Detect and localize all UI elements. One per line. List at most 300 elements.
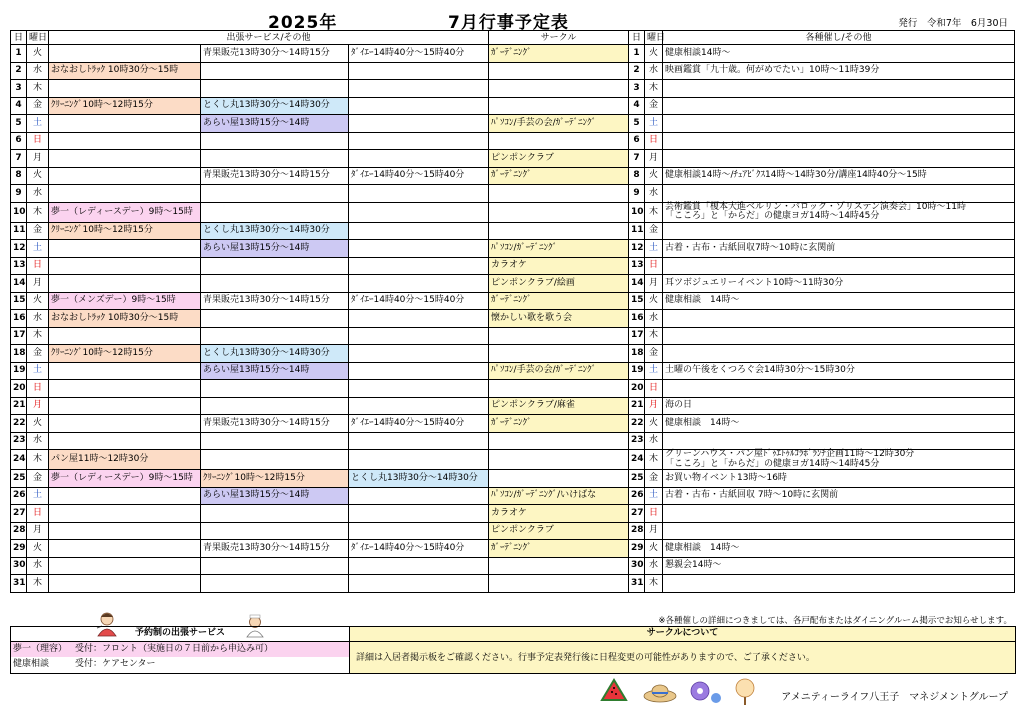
reservation-item-barber (11, 642, 349, 657)
service-cell-3 (349, 310, 489, 328)
event-day-number: 17 (629, 327, 645, 345)
event-cell (663, 80, 1015, 98)
service-cell-1 (49, 185, 201, 203)
events-note: ※各種催しの詳細につきましては、各戸配布またはダイニングルーム掲示でお知らせします。 (658, 616, 1012, 626)
day-number: 13 (11, 257, 27, 275)
service-cell-1 (49, 415, 201, 433)
circle-cell (489, 575, 629, 593)
reservation-detail: 受付：フロント（実施日の７日前から申込み可） (75, 644, 274, 654)
day-number: 14 (11, 275, 27, 293)
event-cell: 耳ツボジュエリーイベント10時～11時30分 (663, 275, 1015, 293)
circle-cell (489, 432, 629, 450)
service-cell-2 (201, 150, 349, 168)
circle-cell: ｶﾞｰﾃﾞﾆﾝｸﾞ (489, 415, 629, 433)
event-cell: 土曜の午後をくつろぐ会14時30分～15時30分 (663, 362, 1015, 380)
event-cell: 健康相談14時～ (663, 45, 1015, 63)
service-cell-1 (49, 397, 201, 415)
service-cell-2 (201, 575, 349, 593)
event-weekday-cell: 土 (645, 240, 663, 258)
weekday-cell: 日 (27, 132, 49, 150)
event-cell (663, 575, 1015, 593)
table-row (11, 470, 1015, 488)
service-cell-3 (349, 185, 489, 203)
service-cell-1 (49, 167, 201, 185)
event-day-number: 5 (629, 115, 645, 133)
service-cell-1: 夢一（レディースデー）9時～15時 (49, 470, 201, 488)
event-day-number: 31 (629, 575, 645, 593)
circle-cell (489, 327, 629, 345)
table-row (11, 97, 1015, 115)
event-weekday-cell: 火 (645, 415, 663, 433)
table-row (11, 132, 1015, 150)
weekday-cell: 月 (27, 397, 49, 415)
event-weekday-cell: 金 (645, 345, 663, 363)
weekday-cell: 水 (27, 432, 49, 450)
day-number: 10 (11, 202, 27, 222)
weekday-cell: 金 (27, 222, 49, 240)
event-day-number: 21 (629, 397, 645, 415)
event-cell (663, 380, 1015, 398)
event-day-number: 3 (629, 80, 645, 98)
weekday-cell: 木 (27, 575, 49, 593)
circle-cell: ｶﾞｰﾃﾞﾆﾝｸﾞ (489, 167, 629, 185)
event-weekday-cell: 木 (645, 327, 663, 345)
service-cell-2 (201, 62, 349, 80)
table-row (11, 487, 1015, 505)
event-weekday-cell: 日 (645, 505, 663, 523)
header-services: 出張サービス/その他 (49, 31, 489, 45)
circle-cell (489, 202, 629, 222)
service-cell-2: とくし丸13時30分～14時30分 (201, 97, 349, 115)
event-weekday-cell: 木 (645, 202, 663, 222)
service-cell-3 (349, 132, 489, 150)
event-day-number: 22 (629, 415, 645, 433)
service-cell-1: おなおしﾄﾗｯｸ 10時30分～15時 (49, 310, 201, 328)
reservation-name: 夢一（理容） (13, 644, 68, 654)
circle-cell: ピンポンクラブ/絵画 (489, 275, 629, 293)
event-weekday-cell: 木 (645, 450, 663, 470)
event-weekday-cell: 金 (645, 97, 663, 115)
day-number: 31 (11, 575, 27, 593)
circle-cell (489, 132, 629, 150)
circle-cell: ｶﾞｰﾃﾞﾆﾝｸﾞ (489, 540, 629, 558)
event-day-number: 20 (629, 380, 645, 398)
day-number: 25 (11, 470, 27, 488)
service-cell-1 (49, 432, 201, 450)
event-weekday-cell: 日 (645, 257, 663, 275)
service-cell-3 (349, 432, 489, 450)
service-cell-3 (349, 487, 489, 505)
event-cell: 懇親会14時～ (663, 557, 1015, 575)
service-cell-2: あらい屋13時15分～14時 (201, 362, 349, 380)
event-day-number: 13 (629, 257, 645, 275)
table-row (11, 397, 1015, 415)
table-row (11, 275, 1015, 293)
service-cell-2 (201, 310, 349, 328)
event-cell (663, 505, 1015, 523)
service-cell-3 (349, 575, 489, 593)
circle-cell (489, 62, 629, 80)
straw-hat-icon (644, 685, 676, 702)
weekday-cell: 木 (27, 80, 49, 98)
event-day-number: 15 (629, 292, 645, 310)
service-cell-3 (349, 115, 489, 133)
service-cell-2 (201, 202, 349, 222)
event-day-number: 6 (629, 132, 645, 150)
service-cell-2: とくし丸13時30分～14時30分 (201, 345, 349, 363)
circle-cell (489, 557, 629, 575)
service-cell-1 (49, 575, 201, 593)
event-cell (663, 132, 1015, 150)
service-cell-2 (201, 522, 349, 540)
reservation-name: 健康相談 (13, 659, 50, 669)
event-day-number: 7 (629, 150, 645, 168)
weekday-cell: 金 (27, 345, 49, 363)
event-cell (663, 222, 1015, 240)
circle-cell: ｶﾞｰﾃﾞﾆﾝｸﾞ (489, 45, 629, 63)
weekday-cell: 火 (27, 45, 49, 63)
issue-date: 発行 令和7年 6月30日 (898, 18, 1008, 29)
service-cell-1 (49, 257, 201, 275)
table-row (11, 202, 1015, 222)
service-cell-3 (349, 275, 489, 293)
event-day-number: 1 (629, 45, 645, 63)
service-cell-1 (49, 522, 201, 540)
service-cell-2 (201, 397, 349, 415)
day-number: 17 (11, 327, 27, 345)
event-cell (663, 522, 1015, 540)
event-weekday-cell: 火 (645, 540, 663, 558)
service-cell-3 (349, 557, 489, 575)
service-cell-1 (49, 240, 201, 258)
service-cell-3: ﾀﾞｲｴｰ14時40分～15時40分 (349, 45, 489, 63)
weekday-cell: 水 (27, 62, 49, 80)
table-row (11, 505, 1015, 523)
event-day-number: 11 (629, 222, 645, 240)
event-day-number: 26 (629, 487, 645, 505)
weekday-cell: 日 (27, 505, 49, 523)
service-cell-1: おなおしﾄﾗｯｸ 10時30分～15時 (49, 62, 201, 80)
schedule-body (11, 45, 1015, 593)
weekday-cell: 土 (27, 115, 49, 133)
service-cell-2: 青果販売13時30分～14時15分 (201, 415, 349, 433)
service-cell-3 (349, 257, 489, 275)
day-number: 26 (11, 487, 27, 505)
circle-cell: ﾊﾟｿｺﾝ/手芸の会/ｶﾞｰﾃﾞﾆﾝｸﾞ (489, 115, 629, 133)
table-row (11, 185, 1015, 203)
event-weekday-cell: 土 (645, 115, 663, 133)
header-day-2: 日 (629, 31, 645, 45)
event-cell (663, 432, 1015, 450)
weekday-cell: 月 (27, 150, 49, 168)
day-number: 28 (11, 522, 27, 540)
event-weekday-cell: 水 (645, 62, 663, 80)
weekday-cell: 金 (27, 470, 49, 488)
header-circle: サークル (489, 31, 629, 45)
day-number: 27 (11, 505, 27, 523)
event-cell: 健康相談 14時～ (663, 415, 1015, 433)
service-cell-2: あらい屋13時15分～14時 (201, 240, 349, 258)
event-cell: 健康相談 14時～ (663, 292, 1015, 310)
event-cell: 映画鑑賞「九十歳。何がめでたい」10時～11時39分 (663, 62, 1015, 80)
weekday-cell: 火 (27, 540, 49, 558)
day-number: 4 (11, 97, 27, 115)
weekday-cell: 木 (27, 327, 49, 345)
event-day-number: 14 (629, 275, 645, 293)
event-weekday-cell: 土 (645, 362, 663, 380)
service-cell-2 (201, 432, 349, 450)
service-cell-1 (49, 132, 201, 150)
service-cell-3 (349, 202, 489, 222)
circle-cell: ｶﾞｰﾃﾞﾆﾝｸﾞ (489, 292, 629, 310)
table-row (11, 257, 1015, 275)
circle-cell: 懐かしい歌を歌う会 (489, 310, 629, 328)
circle-cell: ﾊﾟｿｺﾝ/ｶﾞｰﾃﾞﾆﾝｸﾞ (489, 240, 629, 258)
reservation-heading: 予約制の出張サービス (11, 627, 349, 642)
title-row (10, 6, 1014, 33)
table-row (11, 557, 1015, 575)
header-weekday: 曜日 (27, 31, 49, 45)
circle-cell: カラオケ (489, 505, 629, 523)
header-events: 各種催し/その他 (663, 31, 1015, 45)
circle-cell (489, 185, 629, 203)
event-cell (663, 150, 1015, 168)
event-day-number: 25 (629, 470, 645, 488)
service-cell-1 (49, 362, 201, 380)
reservation-item-health (11, 657, 349, 672)
table-row (11, 362, 1015, 380)
table-row (11, 345, 1015, 363)
title-year: 2025年 (268, 13, 338, 33)
circle-cell: ﾊﾟｿｺﾝ/手芸の会/ｶﾞｰﾃﾞﾆﾝｸﾞ (489, 362, 629, 380)
service-cell-1 (49, 115, 201, 133)
day-number: 23 (11, 432, 27, 450)
day-number: 3 (11, 80, 27, 98)
weekday-cell: 木 (27, 450, 49, 470)
event-cell (663, 115, 1015, 133)
service-cell-3 (349, 327, 489, 345)
header-weekday-2: 曜日 (645, 31, 663, 45)
service-cell-2 (201, 80, 349, 98)
weekday-cell: 月 (27, 522, 49, 540)
circle-cell: カラオケ (489, 257, 629, 275)
service-cell-3 (349, 97, 489, 115)
event-weekday-cell: 日 (645, 380, 663, 398)
morning-glory-icon (691, 682, 721, 703)
day-number: 6 (11, 132, 27, 150)
service-cell-3 (349, 150, 489, 168)
weekday-cell: 火 (27, 292, 49, 310)
service-cell-2: あらい屋13時15分～14時 (201, 115, 349, 133)
table-row (11, 222, 1015, 240)
day-number: 22 (11, 415, 27, 433)
day-number: 16 (11, 310, 27, 328)
service-cell-3: ﾀﾞｲｴｰ14時40分～15時40分 (349, 540, 489, 558)
weekday-cell: 火 (27, 167, 49, 185)
day-number: 12 (11, 240, 27, 258)
service-cell-1 (49, 45, 201, 63)
service-cell-2: あらい屋13時15分～14時 (201, 487, 349, 505)
table-row (11, 150, 1015, 168)
event-cell: グリーンハウス・パン屋ﾄﾞｩｴﾄｩﾙｺﾗﾎﾞﾗﾝﾁ企画11時～12時30分 「こころ」と「からだ」の健康ヨガ14時～14時45分 (663, 450, 1015, 470)
event-weekday-cell: 月 (645, 275, 663, 293)
event-cell: 古着・古布・古紙回収7時～10時に玄関前 (663, 240, 1015, 258)
service-cell-1 (49, 327, 201, 345)
circle-cell: ﾊﾟｿｺﾝ/ｶﾞｰﾃﾞﾆﾝｸﾞ/いけばな (489, 487, 629, 505)
event-weekday-cell: 月 (645, 397, 663, 415)
event-cell (663, 327, 1015, 345)
reservation-box (11, 627, 350, 673)
table-row (11, 415, 1015, 433)
table-row (11, 327, 1015, 345)
service-cell-1: ｸﾘｰﾆﾝｸﾞ10時～12時15分 (49, 97, 201, 115)
service-cell-1 (49, 505, 201, 523)
table-row (11, 80, 1015, 98)
table-row (11, 62, 1015, 80)
service-cell-3 (349, 505, 489, 523)
weekday-cell: 土 (27, 487, 49, 505)
table-row (11, 540, 1015, 558)
service-cell-3 (349, 62, 489, 80)
event-day-number: 16 (629, 310, 645, 328)
service-cell-3 (349, 240, 489, 258)
service-cell-3: ﾀﾞｲｴｰ14時40分～15時40分 (349, 167, 489, 185)
footer-organization: アメニティーライフ八王子 マネジメントグループ (781, 692, 1008, 703)
day-number: 24 (11, 450, 27, 470)
event-day-number: 19 (629, 362, 645, 380)
event-day-number: 27 (629, 505, 645, 523)
event-day-number: 29 (629, 540, 645, 558)
day-number: 30 (11, 557, 27, 575)
event-day-number: 24 (629, 450, 645, 470)
event-weekday-cell: 水 (645, 310, 663, 328)
service-cell-3: とくし丸13時30分～14時30分 (349, 470, 489, 488)
circle-cell (489, 222, 629, 240)
service-cell-1: 夢一（メンズデー）9時～15時 (49, 292, 201, 310)
event-cell: 海の日 (663, 397, 1015, 415)
circle-cell (489, 450, 629, 470)
event-weekday-cell: 木 (645, 575, 663, 593)
event-day-number: 12 (629, 240, 645, 258)
service-cell-3 (349, 80, 489, 98)
service-cell-2 (201, 450, 349, 470)
service-cell-1 (49, 487, 201, 505)
service-cell-2: 青果販売13時30分～14時15分 (201, 292, 349, 310)
weekday-cell: 水 (27, 310, 49, 328)
event-weekday-cell: 水 (645, 557, 663, 575)
circle-cell (489, 97, 629, 115)
weekday-cell: 月 (27, 275, 49, 293)
event-cell: 健康相談14時～/ﾁｪｱﾋﾞｸｽ14時～14時30分/講座14時40分～15時 (663, 167, 1015, 185)
circle-cell: ピンポンクラブ (489, 522, 629, 540)
service-cell-1 (49, 150, 201, 168)
day-number: 9 (11, 185, 27, 203)
service-cell-3 (349, 380, 489, 398)
service-cell-2: ｸﾘｰﾆﾝｸﾞ10時～12時15分 (201, 470, 349, 488)
table-header (11, 31, 1015, 45)
circle-info-heading: サークルについて (350, 627, 1015, 642)
day-number: 5 (11, 115, 27, 133)
event-weekday-cell: 火 (645, 292, 663, 310)
reservation-detail: 受付：ケアセンター (75, 659, 156, 669)
table-row (11, 432, 1015, 450)
event-weekday-cell: 水 (645, 185, 663, 203)
table-row (11, 522, 1015, 540)
service-cell-2 (201, 557, 349, 575)
circle-info-text: 詳細は入居者掲示板をご確認ください。行事予定表発行後に日程変更の可能性がありますので、ご了承ください。 (356, 653, 815, 663)
service-cell-1 (49, 80, 201, 98)
weekday-cell: 土 (27, 362, 49, 380)
service-cell-2 (201, 257, 349, 275)
service-cell-1: ｸﾘｰﾆﾝｸﾞ10時～12時15分 (49, 345, 201, 363)
service-cell-3 (349, 362, 489, 380)
weekday-cell: 日 (27, 257, 49, 275)
event-weekday-cell: 金 (645, 470, 663, 488)
service-cell-2: 青果販売13時30分～14時15分 (201, 45, 349, 63)
weekday-cell: 土 (27, 240, 49, 258)
service-cell-1 (49, 557, 201, 575)
circle-cell (489, 380, 629, 398)
event-day-number: 23 (629, 432, 645, 450)
event-cell (663, 345, 1015, 363)
event-cell (663, 257, 1015, 275)
table-row (11, 380, 1015, 398)
table-row (11, 240, 1015, 258)
day-number: 20 (11, 380, 27, 398)
table-row (11, 167, 1015, 185)
event-cell (663, 97, 1015, 115)
event-cell (663, 185, 1015, 203)
event-day-number: 30 (629, 557, 645, 575)
event-weekday-cell: 月 (645, 150, 663, 168)
event-day-number: 9 (629, 185, 645, 203)
event-day-number: 2 (629, 62, 645, 80)
watermelon-icon (602, 680, 626, 700)
event-cell (663, 310, 1015, 328)
event-cell: お買い物イベント13時～16時 (663, 470, 1015, 488)
service-cell-3 (349, 345, 489, 363)
event-cell: 健康相談 14時～ (663, 540, 1015, 558)
circle-cell (489, 345, 629, 363)
event-day-number: 18 (629, 345, 645, 363)
service-cell-2 (201, 132, 349, 150)
event-weekday-cell: 日 (645, 132, 663, 150)
service-cell-2 (201, 185, 349, 203)
day-number: 29 (11, 540, 27, 558)
schedule-table (10, 30, 1015, 593)
event-weekday-cell: 月 (645, 522, 663, 540)
event-cell: 古着・古布・古紙回収 7時～10時に玄関前 (663, 487, 1015, 505)
event-weekday-cell: 金 (645, 222, 663, 240)
service-cell-2: 青果販売13時30分～14時15分 (201, 540, 349, 558)
circle-cell: ピンポンクラブ/麻雀 (489, 397, 629, 415)
day-number: 8 (11, 167, 27, 185)
weekday-cell: 金 (27, 97, 49, 115)
event-weekday-cell: 木 (645, 80, 663, 98)
circle-cell (489, 80, 629, 98)
service-cell-3 (349, 450, 489, 470)
day-number: 21 (11, 397, 27, 415)
fan-icon (736, 679, 754, 705)
event-weekday-cell: 水 (645, 432, 663, 450)
summer-icons (600, 676, 770, 706)
circle-info-box (350, 627, 1015, 673)
event-weekday-cell: 火 (645, 167, 663, 185)
weekday-cell: 水 (27, 185, 49, 203)
event-day-number: 4 (629, 97, 645, 115)
event-weekday-cell: 火 (645, 45, 663, 63)
day-number: 19 (11, 362, 27, 380)
